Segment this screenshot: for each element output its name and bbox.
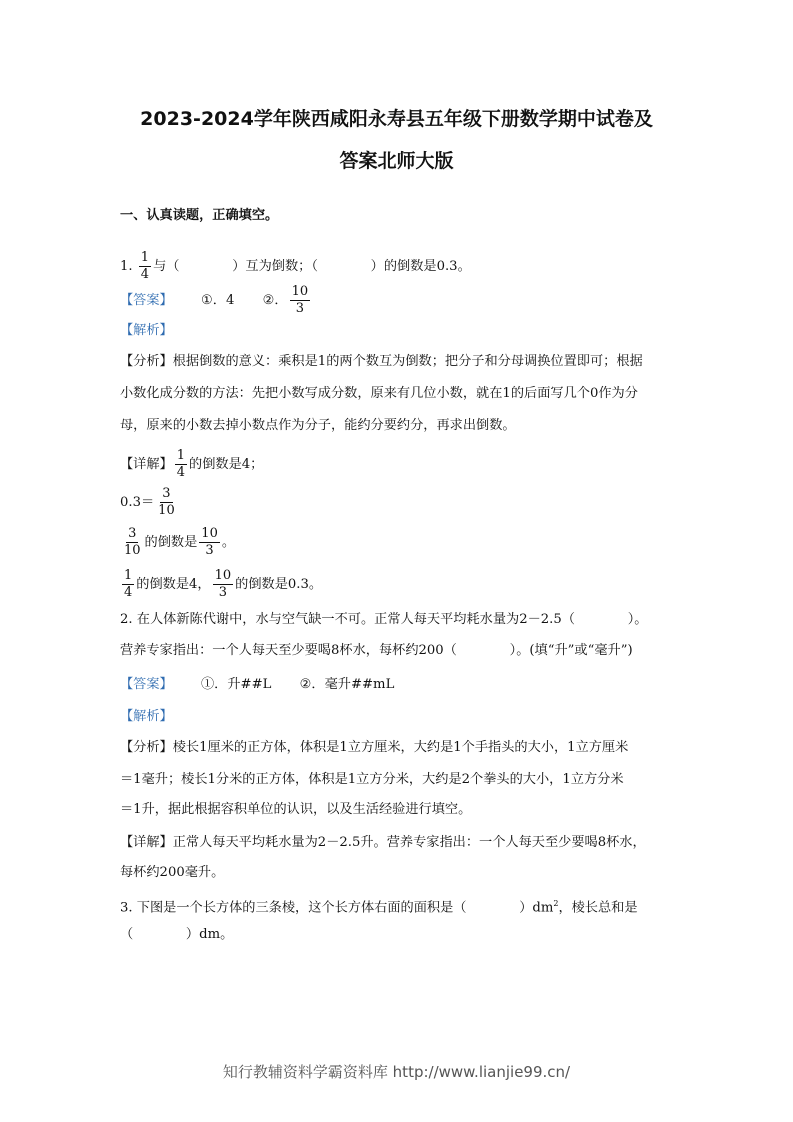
q1-fenxi-1: 【分析】根据倒数的意义：乘积是1的两个数互为倒数；把分子和分母调换位置即可；根据	[120, 354, 643, 369]
q1-answer	[120, 284, 680, 317]
q2-line-2: 营养专家指出：一个人每天至少要喝8杯水，每杯约200（ ）。(填“升”或“毫升”)	[120, 643, 633, 658]
doc-title	[60, 98, 733, 182]
q3-line-1	[120, 894, 680, 918]
q3-line-2: （ ）dm。	[120, 927, 234, 942]
xj2-left: 0.3＝	[120, 495, 155, 510]
q2-fenxi-3: ＝1升，据此根据容积单位的认识，以及生活经验进行填空。	[120, 802, 472, 817]
xj4-mid: 的倒数是4，	[136, 577, 211, 592]
q1-answer-fraction: $\frac{10}{3}$	[291, 284, 309, 316]
xj3-fraction-1: $\frac{3}{10}$	[124, 526, 141, 558]
answer-label: 【答案】	[120, 293, 173, 308]
q2-fenxi-1: 【分析】棱长1厘米的正方体，体积是1立方厘米，大约是1个手指头的大小，1立方厘米	[120, 740, 629, 755]
xj3-fraction-2: $\frac{10}{3}$	[201, 526, 218, 558]
q2-answer	[120, 675, 680, 695]
q3-line-1-a: 3. 下图是一个长方体的三条棱，这个长方体右面的面积是（ ）dm	[120, 900, 554, 916]
q2-xiangjie-1: 【详解】正常人每天平均耗水量为2－2.5升。营养专家指出：一个人每天至少要喝8杯水，	[120, 835, 646, 850]
q2-line-1: 2. 在人体新陈代谢中，水与空气缺一不可。正常人每天平均耗水量为2－2.5（ ）。	[120, 612, 648, 627]
q1-analysis-label: 【解析】	[120, 323, 173, 338]
q3-line-1-b: ，棱长总和是	[558, 900, 638, 916]
q1-xiangjie-1	[120, 448, 680, 481]
q1-number: 1.	[120, 259, 133, 274]
answer-label: 【答案】	[120, 677, 173, 692]
question-1	[120, 250, 680, 283]
xj2-fraction: $\frac{3}{10}$	[158, 486, 175, 518]
footer-watermark: 知行教辅资料学霸资料库 http://www.lianjie99.cn/	[222, 1063, 571, 1081]
q1-xiangjie-3	[120, 526, 680, 559]
xj4-fraction-2: $\frac{10}{3}$	[214, 568, 232, 600]
xj3-mid: 的倒数是	[144, 535, 198, 550]
q1-fenxi-3: 母，原来的小数去掉小数点作为分子，能约分要约分，再求出倒数。	[120, 418, 516, 433]
q2-answer-1: ①．升##L	[200, 677, 272, 692]
q2-xiangjie-2: 每杯约200毫升。	[120, 865, 225, 880]
xj3-end: 。	[221, 535, 236, 550]
q2-fenxi-2: ＝1毫升；棱长1分米的正方体，体积是1立方分米，大约是2个拳头的大小，1立方分米	[120, 772, 624, 787]
xj4-end: 的倒数是0.3。	[235, 577, 323, 592]
q1-xiangjie-2	[120, 486, 680, 519]
q2-analysis-label: 【解析】	[120, 709, 173, 724]
title-line-2: 答案北师大版	[339, 150, 454, 172]
xj4-fraction-1: $\frac{1}{4}$	[124, 568, 133, 600]
q1-answer-2-prefix: ②．	[262, 293, 288, 308]
q1-answer-1: ①．4	[200, 293, 235, 308]
xiangjie-label: 【详解】	[120, 457, 173, 472]
q1-fraction: $\frac{1}{4}$	[140, 250, 150, 282]
q1-xiangjie-4	[120, 568, 680, 601]
xj1-fraction: $\frac{1}{4}$	[176, 448, 186, 480]
q1-text: 与（ ）互为倒数；（ ）的倒数是0.3。	[153, 259, 471, 274]
q2-answer-2: ②．毫升##mL	[299, 677, 395, 692]
q1-fenxi-2: 小数化成分数的方法：先把小数写成分数，原来有几位小数，就在1的后面写几个0作为分	[120, 386, 638, 401]
q3-superscript: 2	[553, 899, 559, 908]
xj1-text: 的倒数是4；	[189, 457, 264, 472]
section-heading: 一、认真读题，正确填空。	[120, 208, 279, 223]
title-line-1: 2023-2024学年陕西咸阳永寿县五年级下册数学期中试卷及	[140, 108, 653, 130]
